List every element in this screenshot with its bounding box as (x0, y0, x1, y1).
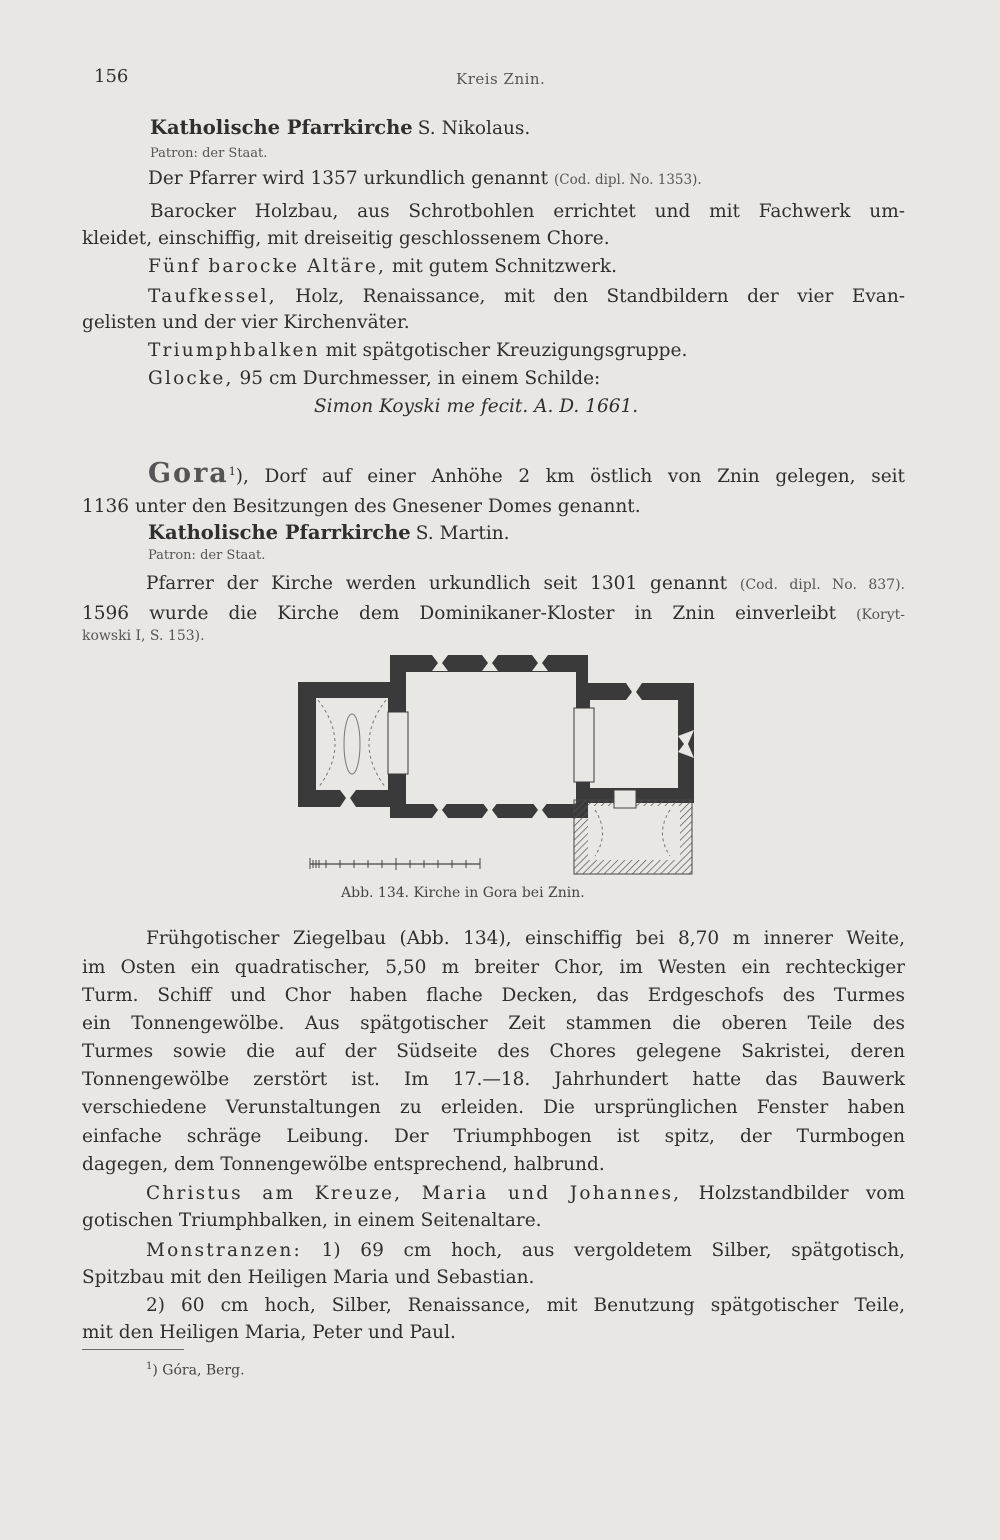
desc-line-1: im Osten ein quadratischer, 5,50 m breiter Chor, im Westen ein rechteckiger (82, 957, 905, 978)
desc-line-4: Turmes sowie die auf der Südseite des Chores gelegene Sakristei, deren (82, 1041, 905, 1062)
second-monstrance-line2: mit den Heiligen Maria, Peter und Paul. (82, 1322, 456, 1343)
church-floor-plan (290, 650, 700, 880)
desc-line-3: ein Tonnengewölbe. Aus spätgotischer Zeit stammen die oberen Teile des (82, 1013, 905, 1034)
section1-line1-ref: (Cod. dipl. No. 1353). (554, 172, 702, 188)
section2-line2-text: 1596 wurde die Kirche dem Dominikaner-Kloster in Znin einverleibt (82, 603, 837, 624)
footnote-rule (82, 1349, 184, 1350)
section1-line1-text: Der Pfarrer wird 1357 urkundlich genannt (148, 168, 549, 189)
section1-para-c2: gelisten und der vier Kirchenväter. (82, 312, 410, 333)
desc-line-5: Tonnengewölbe zerstört ist. Im 17.—18. Jahrhundert hatte das Bauwerk (82, 1069, 905, 1090)
sacristy-door (614, 790, 636, 808)
desc-line-last: dagegen, dem Tonnengewölbe entsprechend, halbrund. (82, 1154, 605, 1175)
section1-para-e (148, 368, 600, 389)
section1-para-a1: Barocker Holzbau, aus Schrotbohlen errichtet und mit Fachwerk um- (150, 201, 905, 222)
gora-place: Gora (148, 458, 229, 489)
section1-para-a2: kleidet, einschiffig, mit dreiseitig geschlossenem Chore. (82, 228, 610, 249)
running-title: Kreis Znin. (456, 70, 546, 88)
nave-interior (406, 672, 576, 804)
christus-rest: Holzstandbilder vom (698, 1183, 905, 1204)
footnote (146, 1361, 245, 1379)
section2-heading (148, 521, 510, 544)
page-number: 156 (94, 66, 129, 87)
monstranzen-rest: 1) 69 cm hoch, aus vergoldetem Silber, spätgotisch, (321, 1240, 905, 1261)
desc-line-2: Turm. Schiff und Chor haben flache Decken, das Erdgeschofs des Turmes (82, 985, 905, 1006)
gora-footnote-mark: 1 (228, 464, 236, 478)
tower-interior (316, 698, 388, 790)
section2-heading-rest: S. Martin. (415, 523, 510, 544)
section1-para-b-rest: mit gutem Schnitzwerk. (391, 256, 617, 277)
monstranzen-line (146, 1240, 905, 1261)
section1-para-d-term: Triumphbalken (148, 340, 320, 361)
section2-line1-text: Pfarrer der Kirche werden urkundlich seit 1301 genannt (146, 573, 728, 594)
monstranzen-line2: Spitzbau mit den Heiligen Maria und Sebastian. (82, 1267, 535, 1288)
section1-heading (150, 116, 530, 139)
second-monstrance-line: 2) 60 cm hoch, Silber, Renaissance, mit Benutzung spätgotischer Teile, (146, 1295, 905, 1316)
section1-heading-rest: S. Nikolaus. (417, 118, 531, 139)
section1-para-b (148, 256, 617, 277)
gora-intro (148, 458, 905, 489)
section2-patron: Patron: der Staat. (148, 548, 266, 563)
section1-patron: Patron: der Staat. (150, 146, 268, 161)
sacristy-interior (588, 806, 680, 860)
gora-intro-rest: ), Dorf auf einer Anhöhe 2 km östlich von Znin gelegen, seit (235, 466, 905, 487)
section1-para-e-rest: 95 cm Durchmesser, in einem Schilde: (239, 368, 601, 389)
section2-heading-bold: Katholische Pfarrkirche (148, 521, 411, 544)
section2-line1-ref: (Cod. dipl. No. 837). (739, 577, 905, 593)
section1-para-d-rest: mit spätgotischer Kreuzigungsgruppe. (325, 340, 688, 361)
monstranzen-term: Monstranzen: (146, 1240, 302, 1261)
section1-para-c-rest: Holz, Renaissance, mit den Standbildern der vier Evan- (295, 286, 905, 307)
bell-inscription: Simon Koyski me fecit. A. D. 1661. (314, 396, 639, 417)
figure-caption: Abb. 134. Kirche in Gora bei Znin. (341, 885, 585, 901)
gora-intro2: 1136 unter den Besitzungen des Gnesener Domes genannt. (82, 496, 641, 517)
section1-para-b-term: Fünf barocke Altäre, (148, 256, 387, 277)
desc-line-0: Frühgotischer Ziegelbau (Abb. 134), einschiffig bei 8,70 m innerer Weite, (146, 928, 905, 949)
section2-line1 (146, 573, 905, 594)
footnote-text: ) Góra, Berg. (152, 1362, 245, 1379)
tower-arch (388, 712, 408, 774)
section1-para-c-term: Taufkessel, (148, 286, 277, 307)
footnote-mark: 1 (146, 1361, 153, 1372)
christus-term: Christus am Kreuze, Maria und Johannes, (146, 1183, 682, 1204)
section1-para-c (148, 286, 905, 307)
section1-line1 (148, 168, 702, 189)
section1-para-e-term: Glocke, (148, 368, 234, 389)
section2-line3: kowski I, S. 153). (82, 628, 205, 644)
desc-line-7: einfache schräge Leibung. Der Triumphbogen ist spitz, der Turmbogen (82, 1126, 905, 1147)
section2-line2-ref: (Koryt- (856, 607, 905, 623)
section1-para-d (148, 340, 687, 361)
christus-line (146, 1183, 905, 1204)
section1-heading-bold: Katholische Pfarrkirche (150, 116, 413, 139)
desc-line-6: verschiedene Verunstaltungen zu erleiden. Die ursprünglichen Fenster haben (82, 1097, 905, 1118)
chancel-interior (590, 700, 678, 788)
triumphal-arch (574, 708, 594, 782)
christus-line2: gotischen Triumphbalken, in einem Seitenaltare. (82, 1210, 542, 1231)
section2-line2 (82, 603, 905, 624)
